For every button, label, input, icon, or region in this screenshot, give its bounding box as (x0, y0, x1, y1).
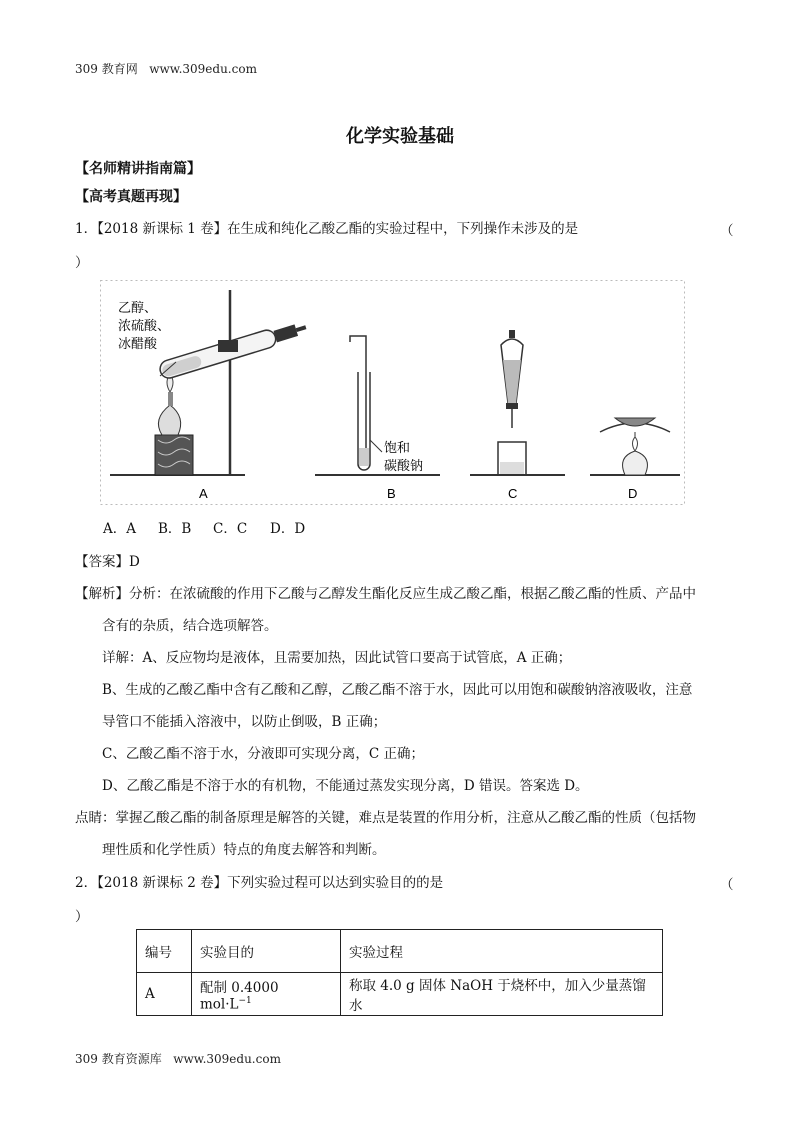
option-a[interactable]: A．A (103, 521, 136, 537)
question-2-stem (75, 873, 443, 893)
option-d[interactable]: D．D (270, 521, 306, 537)
header-site-name: 309 教育网 (75, 62, 138, 76)
figure-reagent-line-3: 冰醋酸 (118, 336, 158, 351)
table-row (137, 973, 663, 1016)
table-cell-purpose-text: 配制 0.4000 mol·L (200, 979, 279, 1013)
figure-label-c: C (508, 486, 518, 501)
question-1-paren-close: ） (75, 255, 89, 271)
table-header-row (137, 930, 663, 973)
question-2-number: 2． (75, 875, 98, 891)
footer (75, 1050, 281, 1067)
figure-reagent-line-1: 乙醇、 (118, 300, 158, 315)
figure-label-a: A (199, 486, 208, 501)
tip-line-2: 理性质和化学性质）特点的角度去解答和判断。 (102, 842, 386, 858)
page-title: 化学实验基础 (346, 126, 454, 147)
analysis-line-5: 导管口不能插入溶液中，以防止倒吸，B 正确； (102, 714, 387, 730)
footer-site-name: 309 教育资源库 (75, 1052, 162, 1066)
figure-b-label-line-2: 碳酸钠 (384, 458, 424, 473)
tip-label: 点睛： (75, 810, 116, 826)
experiment-table (136, 929, 663, 1016)
apparatus-figure (100, 280, 685, 505)
analysis-line-2: 含有的杂质，结合选项解答。 (102, 618, 278, 634)
analysis-text-1: 分析：在浓硫酸的作用下乙酸与乙醇发生酯化反应生成乙酸乙酯，根据乙酸乙酯的性质、产品中 (129, 586, 696, 602)
table-header-id: 编号 (137, 930, 192, 973)
section-heading-guide: 【名师精讲指南篇】 (75, 161, 201, 177)
table-header-purpose: 实验目的 (192, 930, 341, 973)
answer-line (75, 552, 140, 572)
question-1-paren-open: （ (720, 223, 734, 239)
option-c[interactable]: C．C (213, 521, 248, 537)
question-1-number: 1． (75, 221, 98, 237)
figure-reagent-line-2: 浓硫酸、 (118, 318, 171, 333)
apparatus-d (590, 418, 680, 475)
question-1-source: 【2018 新课标 1 卷】 (97, 221, 228, 237)
question-2-source: 【2018 新课标 2 卷】 (97, 875, 228, 891)
analysis-line-7: D、乙酸乙酯是不溶于水的有机物，不能通过蒸发实现分离，D 错误。答案选 D。 (102, 778, 589, 794)
analysis-line-1 (75, 584, 696, 604)
figure-label-d: D (628, 486, 638, 501)
footer-url[interactable]: www.309edu.com (173, 1052, 281, 1066)
apparatus-c (470, 330, 565, 475)
question-2-paren-close: ） (75, 909, 89, 925)
apparatus-b (315, 336, 440, 475)
answer-value: D (129, 554, 140, 570)
header-site (75, 60, 257, 77)
table-cell-id: A (137, 973, 192, 1016)
tip-text-1: 掌握乙酸乙酯的制备原理是解答的关键，难点是装置的作用分析，注意从乙酸乙酯的性质（包括物 (115, 810, 696, 826)
table-cell-purpose (192, 973, 341, 1016)
analysis-label: 【解析】 (75, 586, 129, 602)
question-1-stem (75, 219, 578, 239)
figure-b-label-line-1: 饱和 (384, 440, 411, 455)
figure-label-b: B (387, 486, 396, 501)
analysis-line-6: C、乙酸乙酯不溶于水，分液即可实现分离，C 正确； (102, 746, 424, 762)
header-url[interactable]: www.309edu.com (149, 62, 257, 76)
option-b[interactable]: B．B (158, 521, 192, 537)
analysis-line-3: 详解：A、反应物均是液体，且需要加热，因此试管口要高于试管底，A 正确； (102, 650, 572, 666)
question-2-paren-open: （ (720, 877, 734, 893)
table-header-process: 实验过程 (341, 930, 663, 973)
table-cell-purpose-sup: −1 (238, 995, 252, 1006)
question-2-text: 下列实验过程可以达到实验目的的是 (227, 875, 444, 891)
answer-label: 【答案】 (75, 554, 129, 570)
tip-line-1 (75, 808, 696, 828)
table-cell-process: 称取 4.0 g 固体 NaOH 于烧杯中，加入少量蒸馏水 (341, 973, 663, 1016)
analysis-line-4: B、生成的乙酸乙酯中含有乙酸和乙醇，乙酸乙酯不溶于水，因此可以用饱和碳酸钠溶液吸收，注意 (102, 682, 693, 698)
question-1-text: 在生成和纯化乙酸乙酯的实验过程中，下列操作未涉及的是 (227, 221, 579, 237)
section-heading-exam: 【高考真题再现】 (75, 189, 187, 205)
